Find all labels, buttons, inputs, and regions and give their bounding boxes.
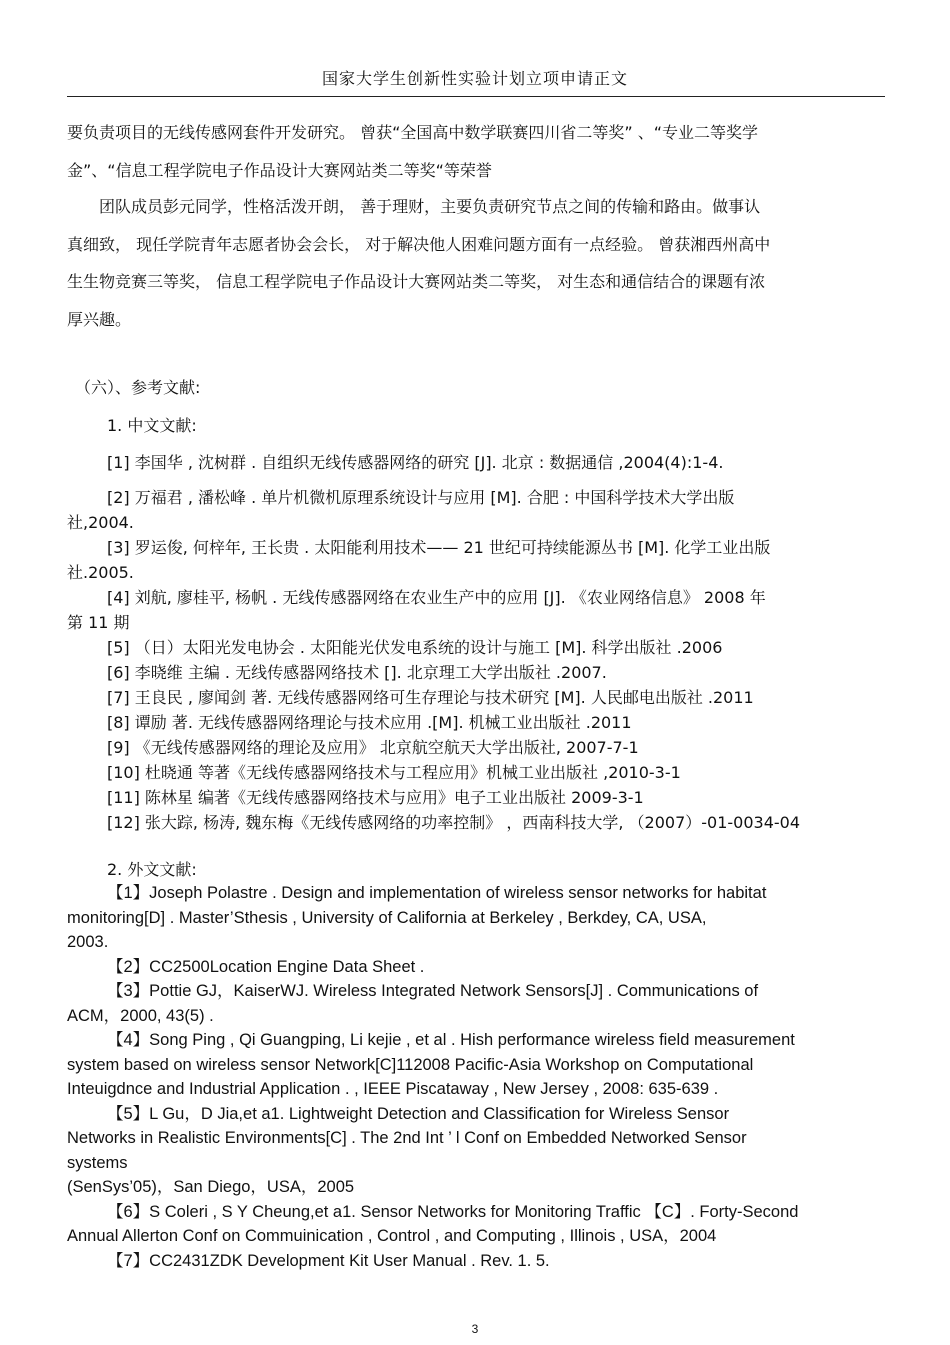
reference-item: [3] 罗运俊, 何梓年, 王长贵 . 太阳能利用技术—— 21 世纪可持续能源丛书 [M]. 化学工业出版 bbox=[107, 538, 771, 557]
reference-item-continued: 社,2004. bbox=[67, 513, 134, 532]
reference-item-continued: (SenSys’05)，San Diego，USA，2005 bbox=[67, 1178, 355, 1196]
reference-item-continued: 2003. bbox=[67, 933, 109, 951]
text-line: 厚兴趣。 bbox=[67, 309, 132, 329]
text-line: 团队成员彭元同学，性格活泼开朗， 善于理财，主要负责研究节点之间的传输和路由。做事认 bbox=[99, 197, 761, 216]
text-line: 生生物竞赛三等奖， 信息工程学院电子作品设计大赛网站类二等奖， 对生态和通信结合的课题有浓 bbox=[67, 272, 766, 291]
reference-item-continued: 社.2005. bbox=[67, 563, 134, 582]
reference-item-continued: 第 11 期 bbox=[67, 613, 130, 632]
reference-item: [1] 李国华 , 沈树群 . 自组织无线传感器网络的研究 [J]. 北京 : 数据通信 ,2004(4):1-4. bbox=[107, 453, 724, 472]
en-references-heading: 2. 外文文献: bbox=[107, 860, 197, 879]
header-divider bbox=[67, 96, 885, 97]
reference-item: 【3】Pottie GJ，KaiserWJ. Wireless Integrated Network Sensors[J] . Communications of bbox=[107, 982, 759, 1000]
page-number: 3 bbox=[471, 1322, 479, 1336]
cn-reference-list bbox=[67, 450, 885, 835]
references-section-title: （六）、参考文献: bbox=[75, 378, 201, 397]
team-paragraph-2 bbox=[67, 188, 885, 338]
reference-item: [9] 《无线传感器网络的理论及应用》 北京航空航天大学出版社, 2007-7-1 bbox=[107, 738, 639, 757]
reference-item-continued: Networks in Realistic Environments[C] . The 2nd Int ’ l Conf on Embedded Networked Sensor bbox=[67, 1129, 747, 1147]
reference-item: 【7】CC2431ZDK Development Kit User Manual . Rev. 1. 5. bbox=[107, 1251, 550, 1270]
text-line: 真细致， 现任学院青年志愿者协会会长， 对于解决他人困难问题方面有一点经验。 曾获湘西州高中 bbox=[67, 234, 771, 254]
reference-item: [7] 王良民 , 廖闻剑 著. 无线传感器网络可生存理论与技术研究 [M]. 人民邮电出版社 .2011 bbox=[107, 688, 754, 707]
reference-item: 【1】Joseph Polastre . Design and implementation of wireless sensor networks for habitat bbox=[107, 884, 767, 902]
reference-item: [4] 刘航, 廖桂平, 杨帆 . 无线传感器网络在农业生产中的应用 [J]. 《农业网络信息》 2008 年 bbox=[107, 588, 766, 607]
text-line: 要负责项目的无线传感网套件开发研究。 曾获“全国高中数学联赛四川省二等奖” 、“专业二等奖学 bbox=[67, 123, 759, 142]
reference-item-continued: ACM，2000, 43(5) . bbox=[67, 1006, 214, 1025]
page-header-title: 国家大学生创新性实验计划立项申请正文 bbox=[321, 69, 628, 88]
reference-item: [6] 李晓维 主编 . 无线传感器网络技术 []. 北京理工大学出版社 .2007. bbox=[107, 663, 607, 682]
reference-item: 【4】Song Ping , Qi Guangping, Li kejie , et al . Hish performance wireless field measurement bbox=[107, 1031, 795, 1049]
reference-item: [12] 张大踪, 杨涛, 魏东梅《无线传感网络的功率控制》 ，西南科技大学, （2007）-01-0034-04 bbox=[107, 813, 801, 832]
reference-item: [2] 万福君 , 潘松峰 . 单片机微机原理系统设计与应用 [M]. 合肥 : 中国科学技术大学出版 bbox=[107, 488, 735, 507]
reference-item-continued: Annual Allerton Conf on Commuinication , Control , and Computing , Illinois , USA，2004 bbox=[67, 1227, 717, 1245]
reference-item: 【5】L Gu，D Jia,et a1. Lightweight Detection and Classification for Wireless Sensor bbox=[107, 1104, 730, 1123]
en-reference-list bbox=[67, 881, 887, 1273]
reference-item-continued: Inteuigdnce and Industrial Application . , IEEE Piscataway , New Jersey , 2008: 635-639 . bbox=[67, 1080, 719, 1098]
reference-item: [10] 杜晓通 等著《无线传感器网络技术与工程应用》机械工业出版社 ,2010-3-1 bbox=[107, 763, 681, 782]
reference-item-continued: system based on wireless sensor Network[C]112008 Pacific-Asia Workshop on Computational bbox=[67, 1055, 754, 1074]
text-line: 金”、“信息工程学院电子作品设计大赛网站类二等奖“等荣誉 bbox=[67, 160, 492, 180]
reference-item: [5] （日）太阳光发电协会 . 太阳能光伏发电系统的设计与施工 [M]. 科学出版社 .2006 bbox=[107, 638, 723, 657]
reference-item: [11] 陈林星 编著《无线传感器网络技术与应用》电子工业出版社 2009-3-1 bbox=[107, 788, 644, 807]
reference-item: 【6】S Coleri , S Y Cheung,et a1. Sensor Networks for Monitoring Traffic 【C】. Forty-Second bbox=[107, 1202, 799, 1221]
reference-item-continued: monitoring[D] . Master’Sthesis , University of California at Berkeley , Berkdey, CA, USA, bbox=[67, 908, 707, 927]
reference-item-continued: systems bbox=[67, 1153, 128, 1172]
reference-item: [8] 谭励 著. 无线传感器网络理论与技术应用 .[M]. 机械工业出版社 .2011 bbox=[107, 713, 632, 732]
cn-references-heading: 1. 中文文献: bbox=[107, 416, 197, 435]
reference-item: 【2】CC2500Location Engine Data Sheet . bbox=[107, 957, 425, 976]
team-paragraph-1 bbox=[67, 114, 885, 189]
